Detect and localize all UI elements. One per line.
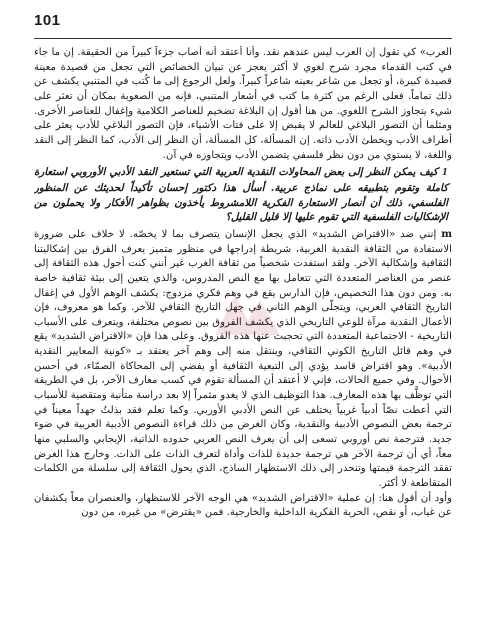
interviewer-question — [34, 165, 452, 225]
question-marker: 1 — [441, 168, 448, 179]
body-text — [34, 46, 452, 634]
paragraph-2-text: إنني ضد «الاقتراض الشديد» الذي يجعل الإنسان يتصرف بما لا يخصّه. لا خلاف على ضرورة الاستفادة من الثقافة النقدية الغربية، شريطة إدراجها في منظور متميز يعرف الفرق بين إشكاليتنا الثقافية وإشكالية الآخر. ولقد استفدت شخصياً من ثقافة الغرب غير أنني كنت أحول هذه الثقافة إلى عنصر من العناصر المتعددة التي تتعامل بها مع النص المدروس، والذي يتعين إلى بيئة ثقافية خاصة به. ومن دون هذا التخصيص، فإن الدارس يقع في وهم فكري مزدوج: يكشف الوهم الأول في إغفال التاريخ الثقافي العربي، ويتجلّى الوهم الثاني في جهل التاريخ الثقافي للآخر. وكما هو معروف، فإن الأعمال النقدية مرآة للوعي التاريخي الذي يكشف الفروق بين نصوص مختلفة، ويتعرف على الأسباب التاريخية - الاجتماعية المتعددة التي تحجبت عنها هذه الفروق. وعلى هذا فإن «الاقتراض الشديد» يقع في وهم قائل التاريخ الكوني الثقافي، وينتقل منه إلى وهم آخر يعتقد بـ «كونية المعايير النقدية الأدبية». وهو اقتراض قاسد يؤدي إلى التبعية الثقافية أو يفضي إلى المحاكاة الصمّاء، في أحسن الأحوال. وفي جميع الحالات، فإني لا أعتقد أن المسألة تقوم في كسب معارف الآخر، بل في الطريقة التي توظَّف بها هذه المعارف. هذا التوظيف الذي لا يغدو مثمراً إلا بعد دراسة متأنية ومتقصية للأسباب التي أعطت نصّاً أدبياً غربياً يختلف عن النص الأدبي الأوربي. وكما تعلم فقد بذلتُ جهداً معيناً في ترجمة بعض النصوص الأدبية والنقدية، وكان الغرض من ذلك قراءة النصوص الأدبية العربية في ضوء جديد. فترجمة نص أوروبي تسعى إلى أن يعرف النص العربي حدوده الذاتية، الإيجابي والسلبي منها معاً، أي أن ترجمة الآخر هي ترجمة جديدة للذات وأداة لتعرف الذات على الذات. وخارج هذا الغرض تفقد الترجمة قيمتها وتنحدر إلى ذلك الاستظهار الساذج، الذي يحول الثقافة إلى سلسلة من الكلمات المتقاطعة لا أكثر. — [34, 228, 452, 490]
question-text: كيف يمكن النظر إلى بعض المحاولات النقدية العربية التي تستعير النقد الأدبي الأوروبي استعارة كاملة وتقوم بتطبيقه على نماذج عربية. أسأل هذا دكتور إحسان تأكيداً لحديثك عن المنظور الفلسفي، ذلك أن أنصار الاستعارة الفكرية اللامشروط يأخذون بظواهر الأفكار ولا يحملون من الإشكاليات الفلسفية التي تقوم عليها إلا قليل القليل؟ — [34, 166, 448, 224]
answer-marker: m — [441, 227, 452, 240]
header-rule — [34, 38, 452, 39]
paragraph-1: العرب» كي تقول إن العرب ليس عندهم نقد. وأنا أعتقد أنه أصاب جزءاً كبيراً من الحقيقة. إن ما جاء في كتب القدماء مجرد شرح لغوي لا أكثر يعجز عن تبيان الخصائص التي تجعل من قصيدة معينة قصيدة كبيرة، أو تجعل من شاعر بعينه شاعراً كبيراً. ولعل الرجوع إلى ما كُتب في المتنبي يكشف عن ذلك تماماً. فعلى الرغم من كثرة ما كتب في أشعار المتنبي، فإنه من الصعوبة بمكان أن تعثر على شيء يتجاوز الشرح اللغوي. من هنا أقول إن البلاغة تضخيم للعناصر الكلامية وإغفال للعناصر الأخرى. ومثلما أن التصور البلاغي للعالم لا يقبض إلا على فتات الأشياء، فإن التصور البلاغي للأدب يعثر على أطراف الأدب ويخطئ الأدب ذاته. إن المسألة، كل المسألة، أن النظر إلى الأدب، كما النظر إلى النقد واللغة، لا يستوي من دون نظر فلسفي يتضمن الأدب ويتجاوزه في آن. — [34, 47, 452, 161]
page-number: 101 — [34, 12, 61, 29]
paragraph-2 — [34, 227, 452, 492]
paragraph-3: وأود أن أقول هنا: إن عملية «الاقتراض الشديد» هي الوجه الآخر للاستظهار، والعنصران معاً يكشفان عن غياب، أو نقص، الحرية الفكرية الداخلية والخارجية. فمن «يقترض» من غيره، من دون — [34, 492, 452, 519]
